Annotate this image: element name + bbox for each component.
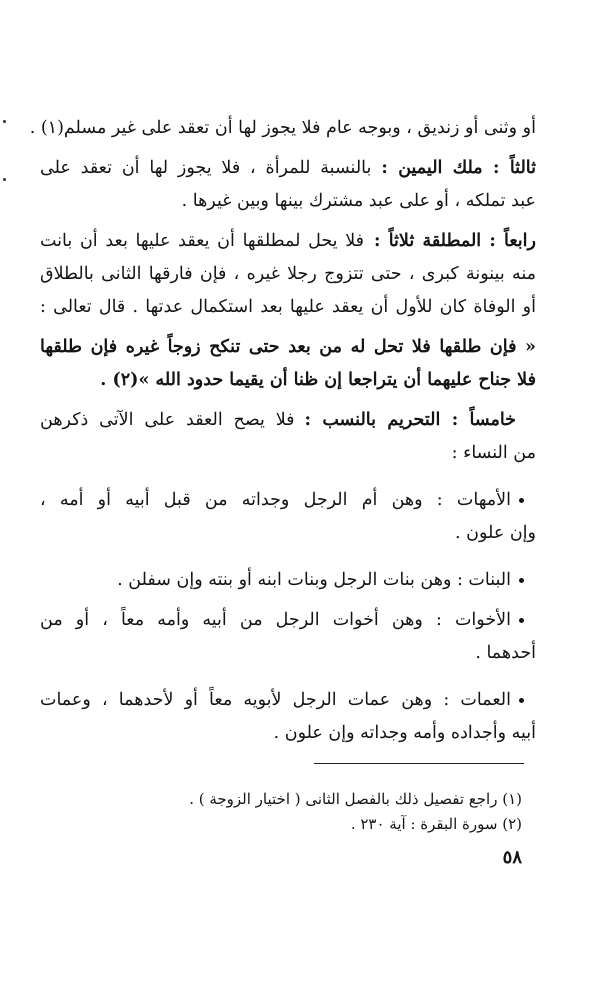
bullet-icon [519, 578, 524, 583]
bullet-icon [519, 498, 524, 503]
text-run: بالنسبة للمرأة ، فلا يجوز لها أن تعقد على [40, 158, 372, 178]
main-text [29, 118, 536, 743]
text-line: أو وثنى أو زنديق ، وبوجه عام فلا يجوز لها أن تعقد على غير مسلم(١) . [29, 118, 536, 138]
section-label: رابعاً : المطلقة ثلاثاً : [374, 231, 536, 251]
list-item-continuation: أحدهما . [475, 643, 536, 663]
text-run: فلا يحل لمطلقها أن يعقد عليها بعد أن بانت [40, 231, 365, 251]
paragraph-third-line-1 [40, 158, 536, 178]
list-item [40, 490, 536, 510]
list-item-continuation: وإن علون . [455, 523, 536, 543]
section-label: خامساً : التحريم بالنسب : [304, 410, 516, 430]
bullet-icon [519, 618, 524, 623]
list-item [40, 570, 536, 590]
footnote-divider [314, 763, 524, 764]
list-item [40, 610, 536, 630]
text-line: منه بينونة كبرى ، حتى تتزوج رجلا غيره ، فإن فارقها الثانى بالطلاق [40, 264, 536, 284]
margin-dot [3, 178, 6, 181]
text-line: أو الوفاة كان للأول أن يعقد عليها بعد استكمال عدتها . قال تعالى : [40, 297, 536, 317]
text-line: من النساء : [451, 443, 536, 463]
margin-dot [3, 120, 6, 123]
footnote: (٢) سورة البقرة : آية ٢٣٠ . [350, 815, 522, 833]
quran-quote-line-2: فلا جناح عليهما أن يتراجعا إن ظنا أن يقيما حدود الله »(٢) . [100, 370, 536, 390]
quran-quote-line-1: « فإن طلقها فلا تحل له من بعد حتى تنكح زوجاً غيره فإن طلقها [40, 337, 536, 357]
list-item-text: الأخوات : وهن أخوات الرجل من أبيه وأمه معاً ، أو من [40, 610, 511, 630]
text-run: فلا يصح العقد على الآتى ذكرهن [40, 410, 295, 430]
paragraph-fourth-line-1 [40, 231, 536, 251]
list-item-text: البنات : وهن بنات الرجل وبنات ابنه أو بنته وإن سفلن . [117, 570, 511, 590]
list-item-text: الأمهات : وهن أم الرجل وجداته من قبل أبيه أو أمه ، [40, 490, 511, 510]
list-item-text: العمات : وهن عمات الرجل لأبويه معاً أو لأحدهما ، وعمات [40, 690, 511, 710]
section-label: ثالثاً : ملك اليمين : [381, 158, 536, 178]
bullet-icon [519, 698, 524, 703]
list-item [40, 690, 536, 710]
list-item-continuation: أبيه وأجداده وأمه وجداته وإن علون . [273, 723, 536, 743]
footnote: (١) راجع تفصيل ذلك بالفصل الثانى ( اختيار الزوجة ) . [189, 790, 522, 808]
page-number: ٥٨ [502, 847, 522, 868]
paragraph-fifth-line-1 [40, 410, 536, 430]
text-line: عبد تملكه ، أو على عبد مشترك بينها وبين غيرها . [181, 191, 536, 211]
